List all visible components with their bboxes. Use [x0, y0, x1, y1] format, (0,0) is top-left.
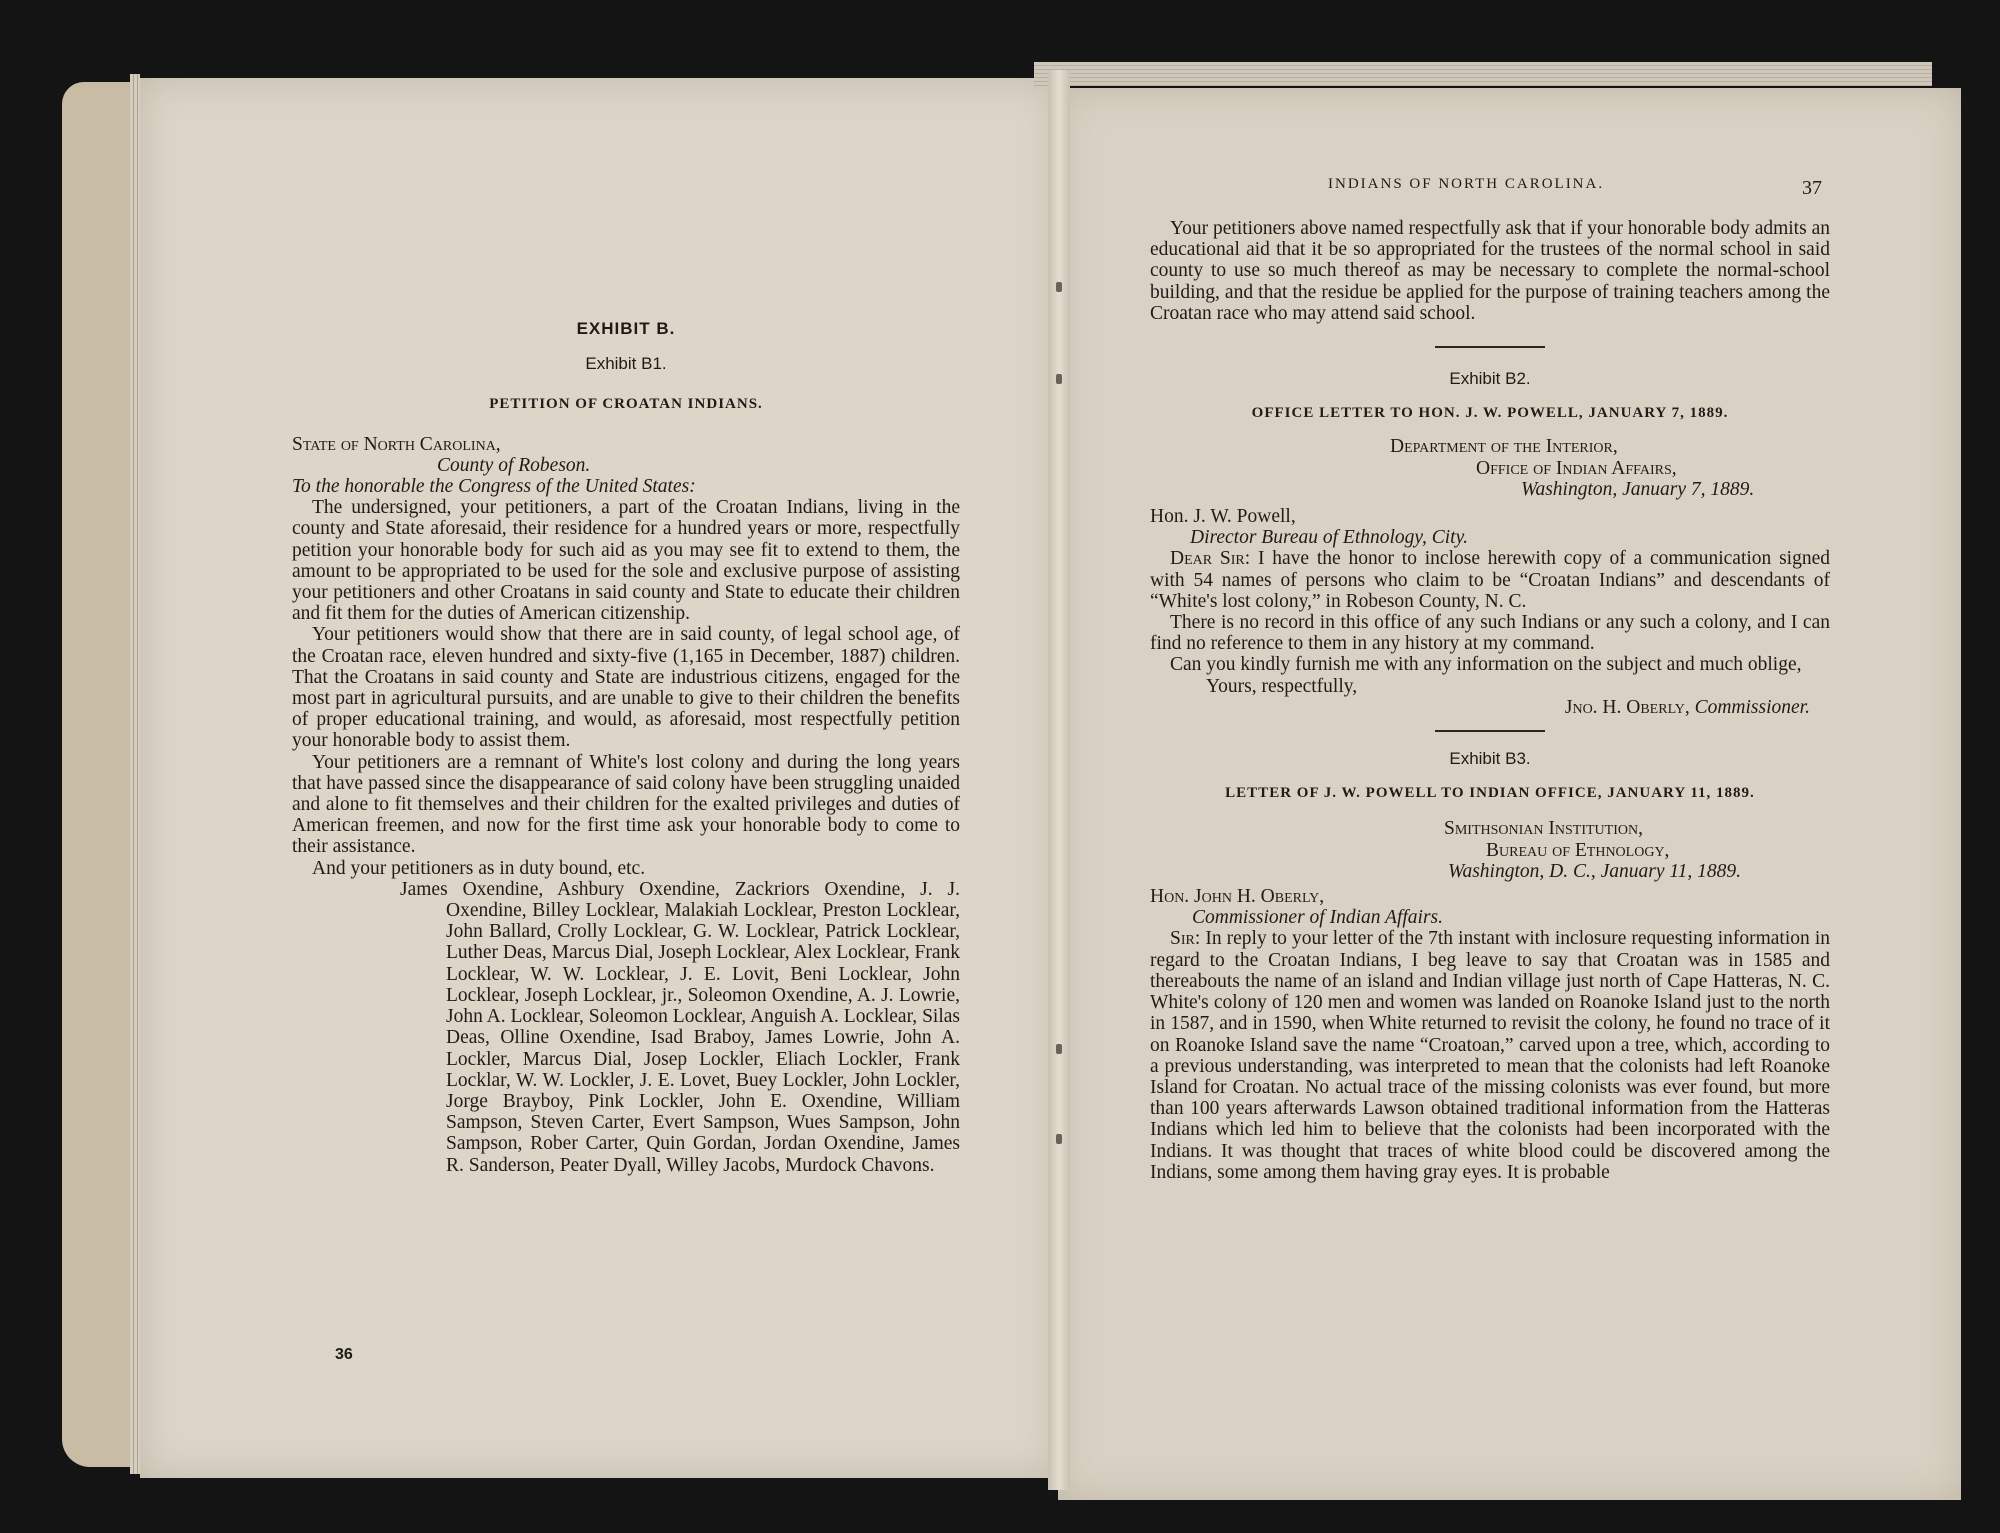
- petition-heading: PETITION OF CROATAN INDIANS.: [489, 396, 763, 413]
- exhibit-title: EXHIBIT B.: [576, 319, 676, 338]
- b3-recipient-title: Commissioner of Indian Affairs.: [1192, 907, 1443, 929]
- binding-stitch: [1056, 1134, 1062, 1144]
- b2-recipient-title: Director Bureau of Ethnology, City.: [1190, 527, 1469, 549]
- paragraph: [1150, 928, 1830, 1182]
- signature-name: Jno. H. Oberly,: [1564, 696, 1690, 718]
- exhibit-b2-title: Exhibit B2.: [1449, 369, 1531, 389]
- paragraph-text: I have the honor to inclose herewith copy of a communication signed with 54 names of persons who claim to be “Croatan Indians” and descendants of “White's lost colony,” in Robeson County, N. C.: [1150, 548, 1831, 612]
- paragraph: Your petitioners above named respectfully ask that if your honorable body admits an educational aid that it be so appropriated for the trustees of the normal school in said county to use so much thereof as may be necessary to complete the normal-school building, and that the residue be applied for the purpose of training teachers among the Croatan race who may attend said school.: [1150, 218, 1830, 324]
- paragraph: Your petitioners would show that there are in said county, of legal school age, of the Croatan race, eleven hundred and sixty-five (1,165 in December, 1887) children. That the Croatans in said county and State are industrious citizens, engaged for the most part in agricultural pursuits, and are unable to give to their children the benefits of proper educational training, and would, as aforesaid, most respectfully petition your honorable body to assist them.: [292, 624, 960, 752]
- salutation: Dear Sir:: [1170, 548, 1251, 570]
- binding-stitch: [1056, 282, 1062, 292]
- b2-signature-line: [1150, 697, 1810, 718]
- signers-list: James Oxendine, Ashbury Oxendine, Zackriors Oxendine, J. J. Oxendine, Billey Locklear, Malakiah Locklear, Preston Locklear, John Ballard, Crolly Locklear, G. W. Locklear, Patrick Locklear, Luther Deas, Marcus Dial, Joseph Locklear, Alex Locklear, Frank Locklear, W. W. Locklear, J. E. Lovit, Beni Locklear, John Locklear, Joseph Locklear, jr., Soleomon Oxendine, A. J. Lowrie, John A. Locklear, Soleomon Locklear, Anguish A. Locklear, Silas Deas, Olline Oxendine, Isad Braboy, James Lowrie, John A. Lockler, Marcus Dial, Josep Lockler, Eliach Lockler, Frank Locklar, W. W. Lockler, J. E. Lovet, Buey Lockler, John Lockler, Jorge Brayboy, Pink Lockler, John E. Oxendine, William Sampson, Steven Carter, Evert Sampson, Wues Sampson, John Sampson, Rober Carter, Quin Gordan, Jordan Oxendine, James R. Sanderson, Peater Dyall, Willey Jacobs, Murdock Chavons.: [400, 878, 960, 1176]
- section-rule: [1435, 730, 1545, 732]
- b2-from-line: Department of the Interior,: [1390, 436, 1618, 458]
- address-line: To the honorable the Congress of the United States:: [292, 476, 696, 498]
- exhibit-b2-heading: OFFICE LETTER TO HON. J. W. POWELL, JANUARY 7, 1889.: [1251, 405, 1729, 422]
- b3-from-line: Bureau of Ethnology,: [1486, 839, 1670, 861]
- b3-from-line: Smithsonian Institution,: [1444, 818, 1643, 840]
- county-line: County of Robeson.: [437, 454, 591, 476]
- b3-recipient-name: Hon. John H. Oberly,: [1150, 886, 1325, 908]
- left-page-text: [292, 318, 960, 1176]
- page-stack-top: [1034, 62, 1932, 86]
- state-line: State of North Carolina,: [292, 433, 501, 455]
- page-number-right: 37: [1802, 177, 1822, 199]
- paragraph: The undersigned, your petitioners, a part of the Croatan Indians, living in the county and State aforesaid, their residence for a hundred years or more, respectfully petition your honorable body for such aid as you may see fit to extend to them, the amount to be appropriated to be used for the sole and exclusive purpose of assisting your petitioners and other Croatans in said county and State to educate their children and fit them for the duties of American citizenship.: [292, 497, 960, 625]
- paragraph: [1150, 548, 1830, 612]
- running-head: INDIANS OF NORTH CAROLINA.: [1328, 176, 1605, 192]
- paragraph: Can you kindly furnish me with any information on the subject and much oblige,: [1170, 654, 1802, 676]
- closing: Yours, respectfully,: [1206, 675, 1358, 697]
- salutation: Sir:: [1170, 928, 1201, 950]
- binding-stitch: [1056, 1044, 1062, 1054]
- page-stack-left: [130, 74, 140, 1474]
- paragraph: There is no record in this office of any such Indians or any such a colony, and I can find no reference to them in any history at my command.: [1150, 612, 1830, 655]
- b3-date-line: Washington, D. C., January 11, 1889.: [1448, 860, 1742, 882]
- b2-date-line: Washington, January 7, 1889.: [1521, 478, 1755, 500]
- binding-stitch: [1056, 374, 1062, 384]
- exhibit-subtitle: Exhibit B1.: [585, 354, 667, 374]
- page-number-left: 36: [335, 1346, 353, 1363]
- right-page-text: [1150, 218, 1830, 1183]
- b3-recipient: [1150, 886, 1830, 907]
- exhibit-b3-heading: LETTER OF J. W. POWELL TO INDIAN OFFICE, JANUARY 11, 1889.: [1225, 785, 1755, 802]
- b2-recipient-name: Hon. J. W. Powell,: [1150, 506, 1296, 528]
- b2-recipient: [1150, 506, 1830, 527]
- paragraph: Your petitioners are a remnant of White's lost colony and during the long years that have passed since the disappearance of said colony have been struggling unaided and alone to fit themselves and their children for the exalted privileges and duties of American freemen, and now for the first time ask your honorable body to come to their assistance.: [292, 751, 960, 858]
- exhibit-b3-title: Exhibit B3.: [1449, 749, 1531, 769]
- b2-from-line: Office of Indian Affairs,: [1476, 457, 1677, 479]
- signature-title: Commissioner.: [1694, 696, 1810, 718]
- section-rule: [1435, 346, 1545, 348]
- paragraph: And your petitioners as in duty bound, etc.: [312, 857, 646, 879]
- paragraph-text: In reply to your letter of the 7th instant with inclosure requesting information in regard to the Croatan Indians, I beg leave to say that Croatan was in 1585 and thereabouts the name of an island and Indian village just north of Cape Hatteras, N. C. White's colony of 120 men and women was landed on Roanoke Island just to the north in 1587, and in 1590, when White returned to revisit the colony, he found no trace of it on Roanoke Island save the name “Croatoan,” carved upon a tree, which, according to a previous understanding, was interpreted to mean that the colonists had left Roanoke Island for Croatan. No actual trace of the missing colonists was ever found, but more than 100 years afterwards Lawson obtained traditional information from the Hatteras Indians which led him to believe that the colonists had been incorporated with the Indians. It was thought that traces of white blood could be discovered among the Indians, some among them having gray eyes. It is probable: [1150, 928, 1830, 1183]
